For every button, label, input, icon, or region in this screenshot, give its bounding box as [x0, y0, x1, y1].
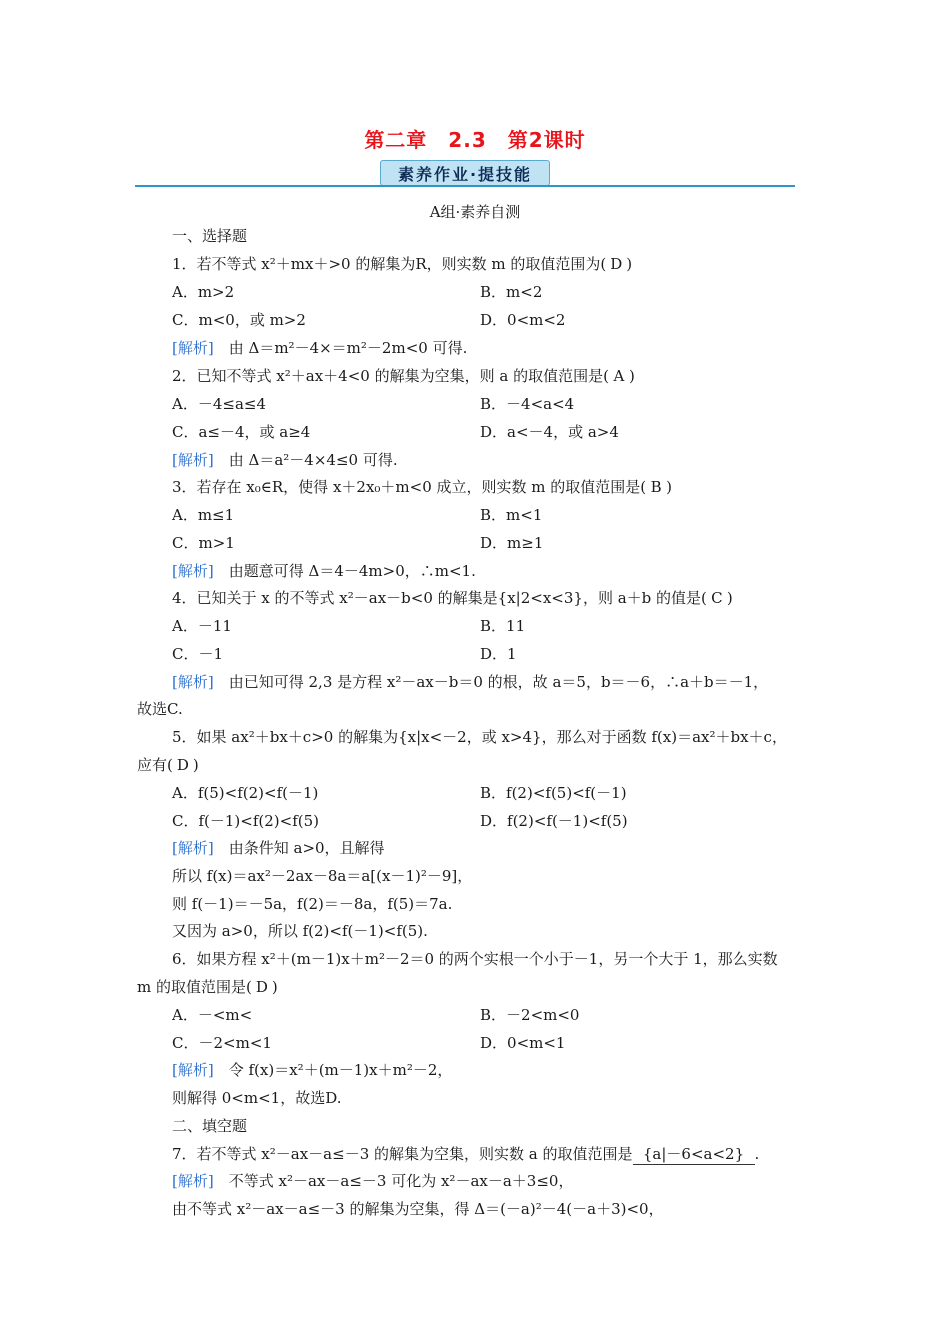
paren: )	[271, 978, 278, 996]
question-4-stem	[172, 588, 733, 608]
section-heading-fill: 二、填空题	[172, 1117, 248, 1135]
option-c: C．a≤－4，或 a≥4	[172, 423, 311, 441]
option-b: B．11	[480, 617, 526, 635]
answer-choice: D	[255, 978, 268, 996]
question-2-jiexi	[172, 450, 398, 470]
option-c: C．m>1	[172, 534, 235, 552]
jiexi-label: [解析]	[172, 1061, 214, 1079]
question-text: 3．若存在 x₀∈R，使得 x＋2x₀＋m<0 成立，则实数 m 的取值范围是(	[172, 478, 647, 496]
paren: )	[666, 478, 673, 496]
jiexi-text: 由 Δ＝a²－4×4≤0 可得.	[228, 451, 398, 469]
jiexi-line: 又因为 a>0，所以 f(2)<f(－1)<f(5).	[172, 922, 428, 940]
jiexi-text: 由已知可得 2,3 是方程 x²－ax－b＝0 的根，故 a＝5，b＝－6，∴a＋b＝－1，	[228, 673, 769, 691]
option-a: A．－11	[172, 617, 232, 635]
question-5-stem-cont	[137, 755, 199, 775]
question-text: 4．已知关于 x 的不等式 x²－ax－b<0 的解集是{x|2<x<3}，则 a＋b 的值是(	[172, 589, 707, 607]
section-heading-choice: 一、选择题	[172, 227, 248, 245]
option-d: D．m≥1	[480, 534, 544, 552]
jiexi-text: 由 Δ＝m²－4×＝m²－2m<0 可得.	[228, 339, 468, 357]
option-a: A．m≤1	[172, 506, 235, 524]
question-1-jiexi	[172, 338, 467, 358]
jiexi-text: 由条件知 a>0，且解得	[228, 839, 385, 857]
question-6-stem-cont	[137, 977, 278, 997]
answer-choice: B	[650, 478, 662, 496]
answer-choice: C	[711, 589, 723, 607]
period: .	[754, 1145, 760, 1163]
option-d: D．0<m<2	[480, 311, 566, 329]
paren: )	[726, 589, 733, 607]
option-b: B．－2<m<0	[480, 1006, 580, 1024]
question-7-stem	[172, 1144, 759, 1165]
jiexi-label: [解析]	[172, 1172, 214, 1190]
group-title: A组·素养自测	[429, 203, 521, 221]
jiexi-label: [解析]	[172, 673, 214, 691]
answer-blank: {a|－6<a<2}	[633, 1144, 755, 1165]
option-a: A．－<m<	[172, 1006, 253, 1024]
paren: )	[192, 756, 199, 774]
jiexi-continuation: 则解得 0<m<1，故选D.	[172, 1089, 342, 1107]
paren: )	[628, 367, 635, 385]
question-3-jiexi	[172, 561, 476, 581]
question-text: 1．若不等式 x²＋mx＋>0 的解集为R，则实数 m 的取值范围为(	[172, 255, 607, 273]
option-b: B．f(2)<f(5)<f(－1)	[480, 784, 627, 802]
option-a: A．f(5)<f(2)<f(－1)	[172, 784, 319, 802]
question-1-stem	[172, 254, 632, 274]
banner-text: 素养作业·提技能	[397, 164, 533, 184]
jiexi-text: 不等式 x²－ax－a≤－3 可化为 x²－ax－a＋3≤0，	[228, 1172, 574, 1190]
option-d: D．0<m<1	[480, 1034, 566, 1052]
jiexi-text: 由题意可得 Δ＝4－4m>0，∴m<1.	[228, 562, 476, 580]
section-banner	[380, 160, 550, 186]
option-c: C．f(－1)<f(2)<f(5)	[172, 812, 320, 830]
question-6-jiexi	[172, 1060, 452, 1080]
question-6-stem: 6．如果方程 x²＋(m－1)x＋m²－2＝0 的两个实根一个小于－1，另一个大于 1，那么实数	[172, 950, 778, 968]
option-d: D．a<－4，或 a>4	[480, 423, 619, 441]
jiexi-text: 令 f(x)＝x²＋(m－1)x＋m²－2，	[228, 1061, 453, 1079]
question-5-stem: 5．如果 ax²＋bx＋c>0 的解集为{x|x<－2，或 x>4}，那么对于函数 f(x)＝ax²＋bx＋c，	[172, 728, 787, 746]
jiexi-line: 则 f(－1)＝－5a，f(2)＝－8a，f(5)＝7a.	[172, 895, 453, 913]
header-rule	[135, 185, 795, 187]
question-text: 2．已知不等式 x²＋ax＋4<0 的解集为空集，则 a 的取值范围是(	[172, 367, 609, 385]
jiexi-label: [解析]	[172, 451, 214, 469]
paren: )	[626, 255, 633, 273]
option-row	[172, 282, 234, 302]
answer-choice: D	[610, 255, 623, 273]
question-2-stem	[172, 366, 635, 386]
question-5-jiexi	[172, 838, 385, 858]
question-text: 7．若不等式 x²－ax－a≤－3 的解集为空集，则实数 a 的取值范围是	[172, 1145, 633, 1163]
jiexi-label: [解析]	[172, 839, 214, 857]
option-c: C．m<0，或 m>2	[172, 311, 306, 329]
option-b: B．m<2	[480, 283, 543, 301]
jiexi-continuation: 由不等式 x²－ax－a≤－3 的解集为空集，得 Δ＝(－a)²－4(－a＋3)<0，	[172, 1200, 664, 1218]
answer-choice: A	[613, 367, 625, 385]
question-text: m 的取值范围是(	[137, 978, 252, 996]
question-text: 应有(	[137, 756, 173, 774]
question-3-stem	[172, 477, 672, 497]
jiexi-continuation: 故选C.	[137, 700, 183, 718]
option-d: D．1	[480, 645, 517, 663]
option-c: C．－1	[172, 645, 224, 663]
option-b: B．－4<a<4	[480, 395, 575, 413]
jiexi-label: [解析]	[172, 562, 214, 580]
page-title: 第二章 2.3 第2课时	[364, 128, 586, 152]
jiexi-label: [解析]	[172, 339, 214, 357]
question-7-jiexi	[172, 1171, 573, 1191]
answer-choice: D	[176, 756, 189, 774]
option-b: B．m<1	[480, 506, 543, 524]
option-d: D．f(2)<f(－1)<f(5)	[480, 812, 628, 830]
option-c: C．－2<m<1	[172, 1034, 272, 1052]
jiexi-line: 所以 f(x)＝ax²－2ax－8a＝a[(x－1)²－9]，	[172, 867, 473, 885]
option-a: A．m>2	[172, 283, 235, 301]
option-a: A．－4≤a≤4	[172, 395, 266, 413]
question-4-jiexi	[172, 672, 768, 692]
